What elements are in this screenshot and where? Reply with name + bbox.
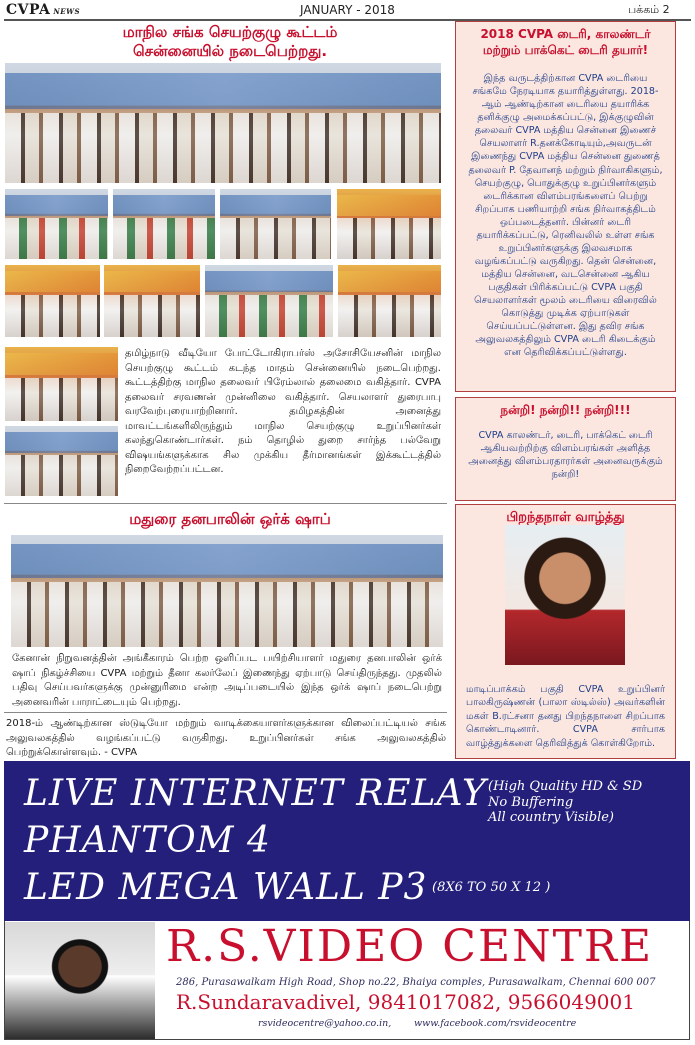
- masthead-brand: [6, 2, 80, 18]
- ad-email-link[interactable]: rsvideocentre@yahoo.co.in,: [258, 1018, 392, 1029]
- ad-quality-note-line2: No Buffering: [488, 794, 574, 810]
- diary-title-line2: மற்றும் பாக்கெட் டைரி தயார்!: [482, 42, 649, 57]
- brand-sub: NEWS: [53, 7, 81, 16]
- story1-headline-line2: சென்னையில் நடைபெற்றது.: [132, 41, 328, 60]
- ad-contact-phones: R.Sundaravadivel, 9841017082, 9566049001: [176, 990, 635, 1014]
- story1-photo: [104, 265, 200, 337]
- ad-person-photo: [5, 922, 155, 1039]
- section-divider: [4, 712, 447, 713]
- story1-main-photo: [5, 63, 441, 183]
- story2-headline: மதுரை தனபாலின் ஒர்க் ஷாப்: [129, 510, 331, 528]
- story1-photo: [337, 189, 441, 259]
- diary-body: இந்த வருடத்திற்கான CVPA டைரியை சங்கமே நேரடியாக தயாரித்துள்ளது. 2018-ஆம் ஆண்டிற்கான டைரியை தயாரிக்க தனிக்குழு அமைக்கப்பட்டு, இக்குழுவின் தலைவர் CVPA மத்திய சென்னை இணைச் செயலாளர் R.தனக்கோடியும்,அவருடன் இணைந்து CVPA மத்திய சென்னை துணைத் தலைவர் P. தேவானந் மற்றும் நிர்வாகிகளும், செயற்குழு, பொதுக்குழு உறுப்பினர்களும் டைரிக்கான விளம்பரங்களைப் பெற்று சிறப்பாக பணியாற்றி சங்க நிர்வாகத்திடம் ஒப்படைத்தனர். பின்னர் டைரி தயாரிக்கப்பட்டு, ரெனிவலில் உள்ள சங்க உறுப்பினர்களுக்கு இலவசமாக வழங்கப்பட்டு வருகிறது. தென் சென்னை, மத்திய சென்னை, வடசென்னை ஆகிய பகுதிகள் பிரிக்கப்பட்டு CVPA பகுதி செயலாளர்கள் மூலம் டைரியை விரைவில் கொடுத்து முடிக்க ஏற்பாடுகள் செய்யப்பட்டுள்ளன. இது தவிர சங்க அலுவலகத்திலும் CVPA டைரி கிடைக்கும் என தெரிவிக்கப்பட்டுள்ளது.: [468, 73, 663, 359]
- birthday-title: பிறந்தநாள் வாழ்த்து: [506, 510, 625, 525]
- thanks-box: [455, 397, 676, 501]
- ad-quality-note-line3: All country Visible): [488, 810, 614, 826]
- thanks-title: நன்றி! நன்றி!! நன்றி!!!: [500, 403, 631, 417]
- story2-photo: [11, 535, 443, 647]
- page-number: பக்கம் 2: [628, 3, 670, 16]
- story1-photo: [205, 265, 333, 337]
- story1-body: தமிழ்நாடு வீடியோ போட்டோகிராபர்ஸ் அசோசியேசனின் மாநில செயற்குழு கூட்டம் கடந்த மாதம் சென்னையில் நடைபெற்றது. கூட்டத்திற்கு மாநில தலைவர் பிரேம்லால் தலைமை வகித்தார். CVPA தலைவர் சரவணன் முன்னிலை வகித்தார். செயலாளர் துரைபாபு வரவேற்புரையாற்றினார். தமிழகத்தின் அனைத்து மாவட்டங்களிலிருந்தும் மாநில செயற்குழு உறுப்பினர்கள் கலந்துகொண்டார்கள். நம் தொழில் துறை சார்ந்த பல்வேறு விஷயங்களுக்காக சில முக்கிய தீர்மானங்கள் இக்கூட்டத்தில் நிறைவேற்றப்பட்டன.: [125, 348, 441, 475]
- birthday-body: மாடிப்பாக்கம் பகுதி CVPA உறுப்பினர் பாலகிருஷ்ணன் (பாலா ஸ்டில்ஸ்) அவர்களின் மகள் B.ரட்சனா தனது பிறந்தநாளை சிறப்பாக கொண்டாடினார். CVPA சார்பாக வாழ்த்துக்களை தெரிவித்துக் கொள்கிறோம்.: [466, 683, 665, 749]
- story1-photo: [5, 426, 118, 496]
- story1-photo: [5, 347, 118, 421]
- birthday-portrait: [505, 525, 625, 665]
- story1-photo: [5, 265, 100, 337]
- story2-caption: கேனான் நிறுவனத்தின் அங்கீகாரம் பெற்ற ஒளிப்பட பயிற்சியாளர் மதுரை தனபாலின் ஒர்க் ஷாப் நிகழ்ச்சியை CVPA மற்றும் தீனா கலர்லேப் இணைந்து ஏற்பாடு செய்திருந்தது. முதலில் பதிவு செய்பவர்களுக்கு முன்னுரிமை என்ற அடிப்படையில் இந்த ஒர்க் ஷாப் நடைபெற்று அனைவரின் பாராட்டையும் பெற்றது.: [12, 653, 442, 708]
- section-divider: [4, 503, 447, 504]
- ad-size-note: (8X6 TO 50 X 12 ): [432, 880, 551, 895]
- diary-title-line1: 2018 CVPA டைரி, காலண்டர்: [480, 27, 651, 41]
- ad-line-live-internet-relay: LIVE INTERNET RELAY: [24, 773, 487, 814]
- ad-quality-note-line1: (High Quality HD & SD: [488, 779, 643, 794]
- story1-photo: [338, 265, 441, 337]
- issue-date: JANUARY - 2018: [300, 3, 395, 17]
- ad-quality-note: [488, 779, 688, 826]
- ad-facebook-link[interactable]: www.facebook.com/rsvideocentre: [414, 1018, 577, 1029]
- ad-brand-name: R.S.VIDEO CENTRE: [166, 921, 654, 972]
- ad-line-led-wall: LED MEGA WALL P3: [24, 867, 428, 908]
- thanks-body: CVPA காலண்டர், டைரி, பாக்கெட் டைரி ஆகியவற்றிற்கு விளம்பரங்கள் அளித்த அனைத்து விளம்பரதாரர்கள் அனைவருக்கும் நன்றி!: [468, 429, 663, 480]
- story1-photo: [220, 189, 331, 259]
- story3-body: 2018-ம் ஆண்டிற்கான ஸ்டுடியோ மற்றும் வாடிக்கையாளர்களுக்கான விலைப்பட்டியல் சங்க அலுவலகத்தில் வழங்கப்பட்டு வருகிறது. உறுப்பினர்கள் சங்க அலுவலகத்தில் பெற்றுக்கொள்ளவும். - CVPA: [6, 718, 446, 758]
- story1-photo: [5, 189, 108, 259]
- story1-headline-line1: மாநில சங்க செயற்குழு கூட்டம்: [122, 23, 338, 41]
- diary-announcement-box: [455, 21, 676, 392]
- diary-title: [456, 27, 675, 58]
- ad-line-phantom: PHANTOM 4: [24, 820, 271, 861]
- story1-headline: [40, 23, 420, 61]
- story1-photo: [113, 189, 215, 259]
- ad-address: 286, Purasawalkam High Road, Shop no.22, Bhaiya comples, Purasawalkam, Chennai 600 007: [176, 977, 656, 988]
- brand-name: CVPA: [6, 2, 51, 18]
